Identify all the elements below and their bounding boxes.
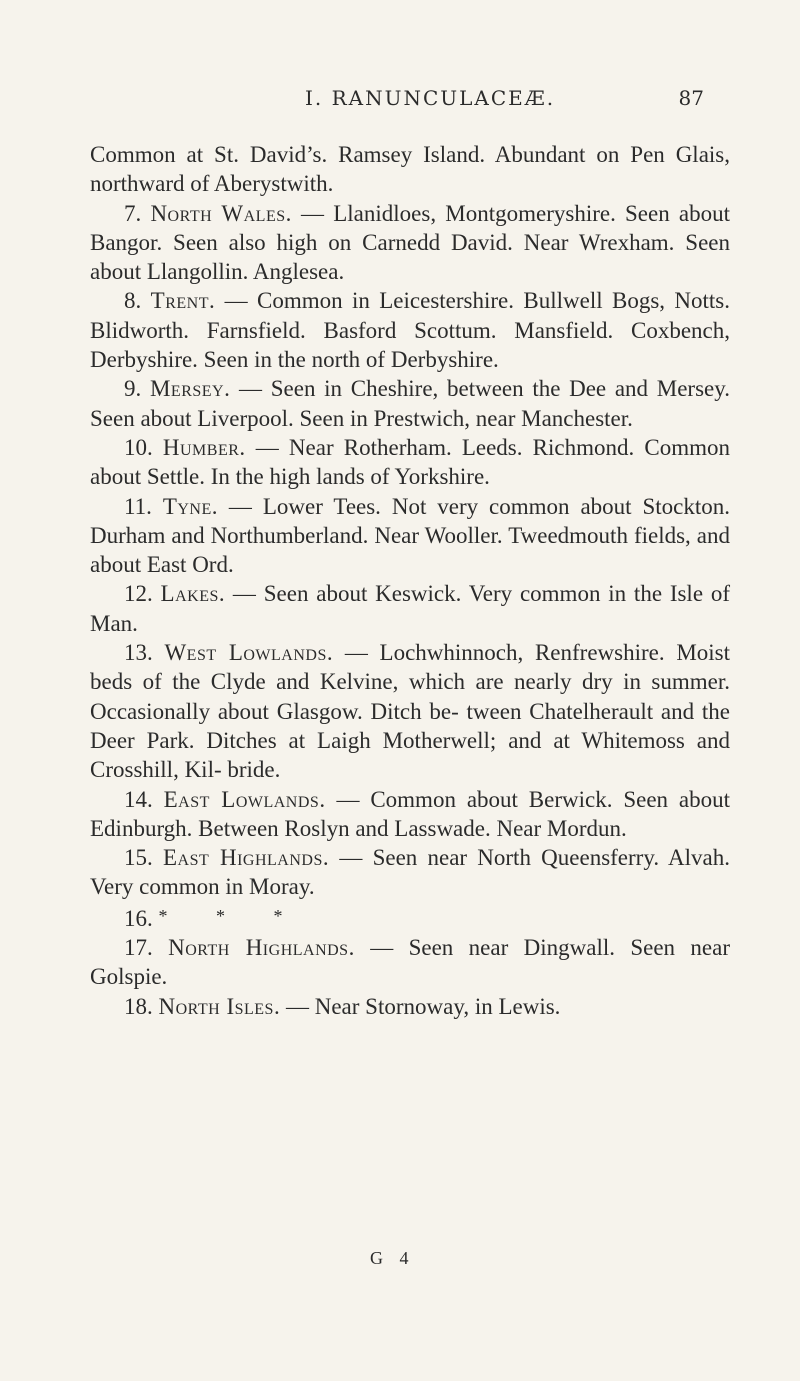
entry-text: — Lower Tees. Not very common about Stockton. Durham and Northumberland. Near Wooller. Tweedmouth fields, and about East Ord.	[90, 493, 730, 578]
entry-8	[90, 286, 730, 374]
region-name: West Lowlands.	[164, 640, 334, 666]
entry-text: — Seen in Cheshire, between the Dee and Mersey. Seen about Liverpool. Seen in Prestwich, near Manchester.	[90, 376, 730, 431]
body-text	[90, 140, 730, 1021]
entry-number: 9.	[124, 376, 142, 402]
chapter-title: I. RANUNCULACEÆ.	[305, 86, 556, 110]
entry-10	[90, 433, 730, 492]
region-name: Lakes.	[160, 581, 226, 607]
entry-12	[90, 579, 730, 638]
entry-16	[90, 902, 730, 933]
running-head	[0, 86, 800, 116]
region-name: Mersey.	[149, 376, 231, 402]
region-name: North Wales.	[150, 200, 292, 226]
entry-13	[90, 638, 730, 784]
entry-text: — Near Rotherham. Leeds. Richmond. Common about Settle. In the high lands of Yorkshire.	[90, 434, 730, 490]
asterisk-placeholder: * * *	[158, 905, 305, 926]
entry-number: 7.	[124, 200, 142, 226]
entry-number: 13.	[124, 640, 153, 666]
entry-14	[90, 785, 730, 844]
entry-number: 11.	[124, 493, 152, 519]
entry-number: 12.	[124, 581, 153, 607]
signature-mark: G 4	[370, 1248, 415, 1268]
entry-text: — Common about Berwick. Seen about Edinburgh. Between Roslyn and Lasswade. Near Mordun.	[90, 786, 730, 841]
entry-number: 18.	[124, 993, 153, 1019]
region-name: East Highlands.	[162, 845, 330, 871]
entry-text: — Seen about Keswick. Very common in the Isle of Man.	[90, 581, 730, 636]
entry-text: — Seen near Dingwall. Seen near Golspie.	[90, 935, 730, 990]
region-name: Tyne.	[162, 493, 219, 519]
entry-number: 15.	[124, 845, 153, 871]
region-name: East Lowlands.	[163, 786, 326, 812]
entry-15	[90, 843, 730, 902]
entry-11	[90, 492, 730, 580]
entry-number: 8.	[124, 288, 142, 314]
region-name: Humber.	[162, 434, 246, 460]
entry-text: — Near Stornoway, in Lewis.	[280, 993, 561, 1019]
entry-9	[90, 374, 730, 433]
entry-number: 14.	[124, 786, 153, 812]
entry-18	[90, 992, 730, 1021]
entry-text: — Lochwhinnoch, Renfrewshire. Moist beds of the Clyde and Kelvine, which are nearly dry in summer. Occasionally about Glasgow. Ditch be- tween Chatelherault and the Deer Park. Ditches at Laigh Motherwell; and at Whitemoss and Crosshill, Kil- bride.	[90, 640, 731, 783]
entry-17	[90, 933, 730, 992]
region-name: North Isles.	[158, 993, 281, 1019]
entry-number: 16.	[124, 905, 153, 931]
page-number: 87	[678, 86, 704, 110]
entry-number: 17.	[124, 935, 153, 961]
entry-text: — Common in Leicestershire. Bullwell Bogs, Notts. Blidworth. Farnsfield. Basford Scottum. Mansfield. Coxbench, Derbyshire. Seen in the north of Derbyshire.	[90, 288, 730, 373]
intro-paragraph: Common at St. David’s. Ramsey Island. Abundant on Pen Glais, northward of Aberystwith.	[90, 142, 730, 197]
region-name: North Highlands.	[168, 935, 355, 961]
entry-text: — Llanidloes, Montgomeryshire. Seen about Bangor. Seen also high on Carnedd David. Near Wrexham. Seen about Llangollin. Anglesea.	[90, 200, 731, 285]
entry-text: — Seen near North Queensferry. Alvah. Very common in Moray.	[90, 845, 731, 900]
region-name: Trent.	[150, 288, 216, 314]
entry-7	[90, 199, 730, 287]
entry-number: 10.	[124, 434, 153, 460]
